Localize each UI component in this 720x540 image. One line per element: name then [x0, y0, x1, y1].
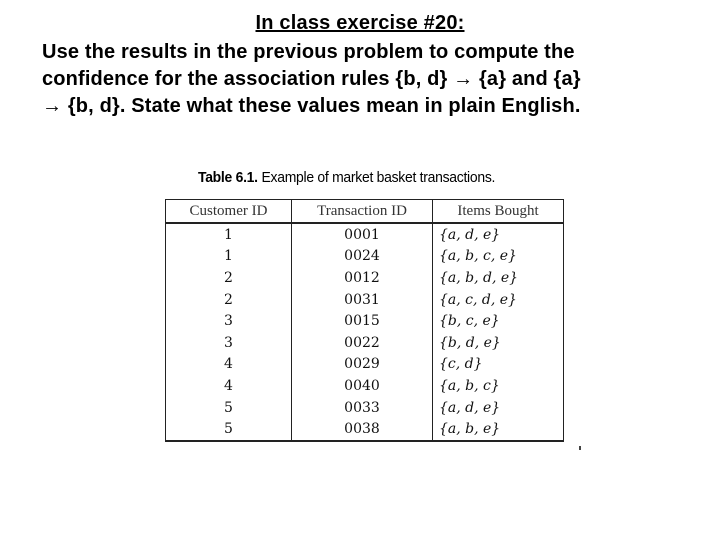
- transaction-id-cell: 0031: [292, 289, 433, 311]
- instruction-line: Use the results in the previous problem to compute the: [42, 41, 575, 63]
- customer-id-cell: 3: [166, 332, 292, 354]
- customer-id-cell: 5: [166, 397, 292, 419]
- table-caption: [198, 169, 495, 186]
- table-row: [166, 289, 564, 311]
- transaction-id-cell: 0040: [292, 375, 433, 397]
- table-header-row: [166, 200, 564, 224]
- table-row: [166, 418, 564, 441]
- table-caption-number: Table 6.1.: [198, 169, 258, 186]
- header-transaction-id: Transaction ID: [292, 200, 433, 224]
- table-row: [166, 267, 564, 289]
- table-row: [166, 397, 564, 419]
- customer-id-cell: 4: [166, 375, 292, 397]
- table-row: [166, 332, 564, 354]
- items-bought-cell: {b, d, e}: [433, 332, 564, 354]
- items-bought-cell: {a, b, c, e}: [433, 246, 564, 268]
- table-row: [166, 375, 564, 397]
- header-customer-id: Customer ID: [166, 200, 292, 224]
- table-caption-text: Example of market basket transactions.: [261, 169, 496, 186]
- transaction-id-cell: 0033: [292, 397, 433, 419]
- market-basket-table: [165, 199, 564, 442]
- customer-id-cell: 5: [166, 418, 292, 441]
- table-row: [166, 246, 564, 268]
- table-row: [166, 310, 564, 332]
- items-bought-cell: {a, c, d, e}: [433, 289, 564, 311]
- customer-id-cell: 4: [166, 354, 292, 376]
- exercise-instructions: [42, 39, 702, 120]
- instruction-line: → {b, d}. State what these values mean in plain English.: [42, 95, 581, 117]
- transaction-id-cell: 0024: [292, 246, 433, 268]
- items-bought-cell: {c, d}: [433, 354, 564, 376]
- transaction-id-cell: 0022: [292, 332, 433, 354]
- items-bought-cell: {a, d, e}: [433, 223, 564, 246]
- instruction-line: confidence for the association rules {b, d} → {a} and {a}: [42, 68, 581, 90]
- customer-id-cell: 3: [166, 310, 292, 332]
- customer-id-cell: 2: [166, 267, 292, 289]
- customer-id-cell: 2: [166, 289, 292, 311]
- table-row: [166, 354, 564, 376]
- items-bought-cell: {a, b, d, e}: [433, 267, 564, 289]
- transaction-id-cell: 0001: [292, 223, 433, 246]
- table-row: [166, 223, 564, 246]
- items-bought-cell: {a, b, c}: [433, 375, 564, 397]
- scan-artifact: [579, 446, 581, 450]
- items-bought-cell: {a, d, e}: [433, 397, 564, 419]
- items-bought-cell: {a, b, e}: [433, 418, 564, 441]
- customer-id-cell: 1: [166, 246, 292, 268]
- slide-title: In class exercise #20:: [255, 12, 465, 34]
- transaction-id-cell: 0012: [292, 267, 433, 289]
- customer-id-cell: 1: [166, 223, 292, 246]
- header-items-bought: Items Bought: [433, 200, 564, 224]
- transaction-id-cell: 0038: [292, 418, 433, 441]
- items-bought-cell: {b, c, e}: [433, 310, 564, 332]
- transaction-id-cell: 0029: [292, 354, 433, 376]
- transaction-id-cell: 0015: [292, 310, 433, 332]
